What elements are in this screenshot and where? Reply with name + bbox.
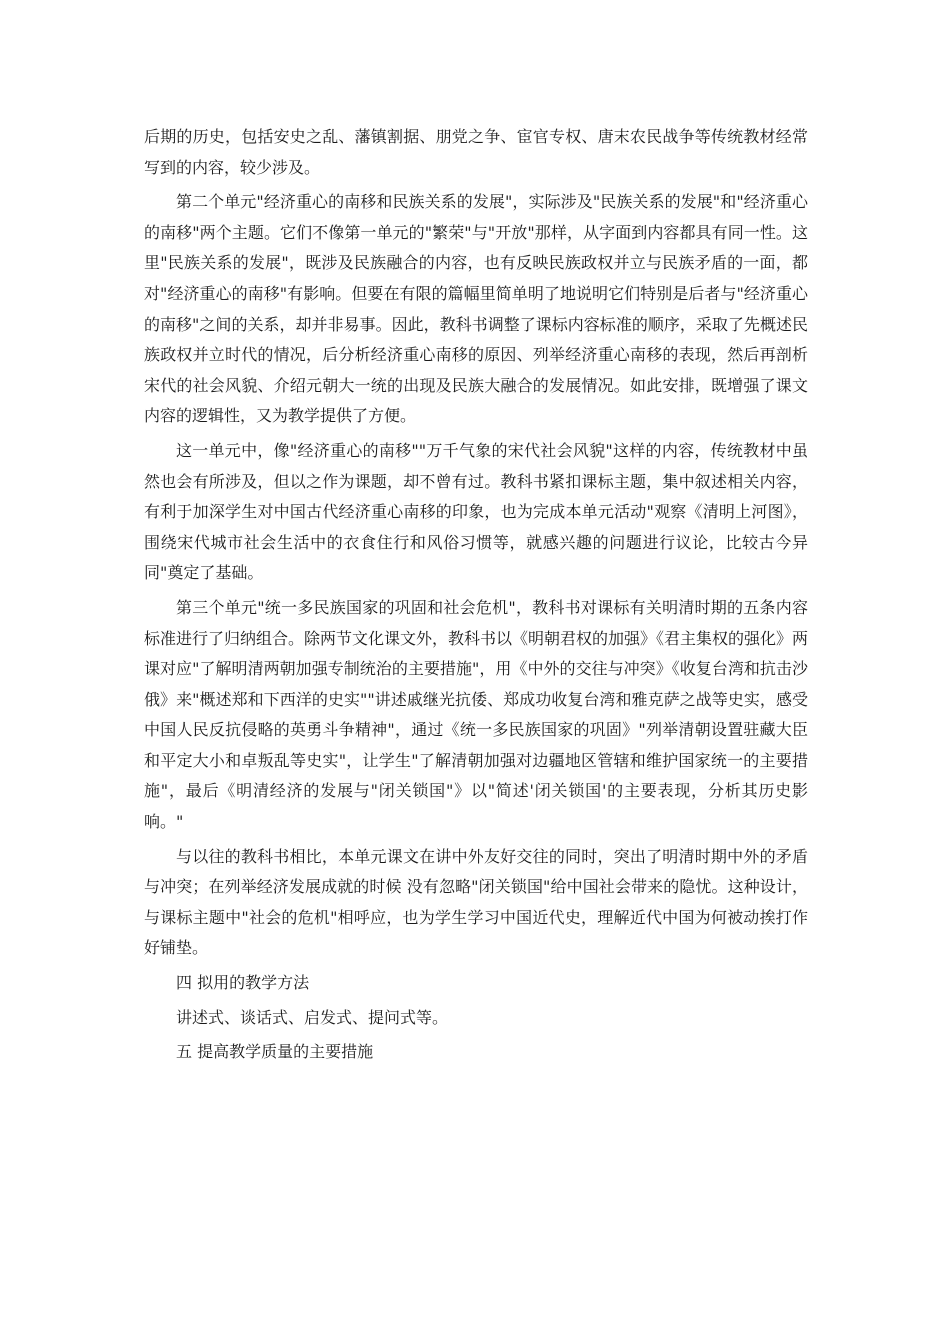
paragraph-3: 这一单元中，像"经济重心的南移""万千气象的宋代社会风貌"这样的内容，传统教材中虽然也会有所涉及，但以之作为课题，却不曾有过。教科书紧扣课标主题，集中叙述相关内容，有利于加深学生对中国古代经济重心南移的印象，也为完成本单元活动"观察《清明上河图》，围绕宋代城市社会生活中的衣食住行和风俗习惯等，就感兴趣的问题进行议论，比较古今异同"奠定了基础。 bbox=[144, 440, 808, 583]
paragraph-2: 第二个单元"经济重心的南移和民族关系的发展"，实际涉及"民族关系的发展"和"经济重心的南移"两个主题。它们不像第一单元的"繁荣"与"开放"那样，从字面到内容都具有同一性。这里"民族关系的发展"，既涉及民族融合的内容，也有反映民族政权并立与民族矛盾的一面，都对"经济重心的南移"有影响。但要在有限的篇幅里简单明了地说明它们特别是后者与"经济重心的南移"之间的关系，却并非易事。因此，教科书调整了课标内容标准的顺序，采取了先概述民族政权并立时代的情况，后分析经济重心南移的原因、列举经济重心南移的表现，然后再剖析宋代的社会风貌、介绍元朝大一统的出现及民族大融合的发展情况。如此安排，既增强了课文内容的逻辑性，又为教学提供了方便。 bbox=[144, 192, 808, 426]
paragraph-1: 后期的历史，包括安史之乱、藩镇割据、朋党之争、宦官专权、唐末农民战争等传统教材经常写到的内容，较少涉及。 bbox=[144, 127, 808, 177]
paragraph-5: 与以往的教科书相比，本单元课文在讲中外友好交往的同时，突出了明清时期中外的矛盾与冲突；在列举经济发展成就的时候 没有忽略"闭关锁国"给中国社会带来的隐忧。这种设计，与课标主题中"社会的危机"相呼应，也为学生学习中国近代史，理解近代中国为何被动挨打作好铺垫。 bbox=[144, 846, 808, 958]
document-page bbox=[144, 122, 808, 1068]
paragraph-4: 第三个单元"统一多民族国家的巩固和社会危机"，教科书对课标有关明清时期的五条内容标准进行了归纳组合。除两节文化课文外，教科书以《明朝君权的加强》《君主集权的强化》两课对应"了解明清两朝加强专制统治的主要措施"，用《中外的交往与冲突》《收复台湾和抗击沙俄》来"概述郑和下西洋的史实""讲述戚继光抗倭、郑成功收复台湾和雅克萨之战等史实，感受中国人民反抗侵略的英勇斗争精神"，通过《统一多民族国家的巩固》"列举清朝设置驻藏大臣和平定大小和卓叛乱等史实"，让学生"了解清朝加强对边疆地区管辖和维护国家统一的主要措施"，最后《明清经济的发展与"闭关锁国"》以"简述'闭关锁国'的主要表现，分析其历史影响。" bbox=[144, 597, 809, 832]
section-heading-teaching-methods: 四 拟用的教学方法 bbox=[176, 973, 310, 993]
teaching-methods-list: 讲述式、谈话式、启发式、提问式等。 bbox=[176, 1007, 449, 1027]
section-heading-quality-measures: 五 提高教学质量的主要措施 bbox=[176, 1042, 374, 1062]
